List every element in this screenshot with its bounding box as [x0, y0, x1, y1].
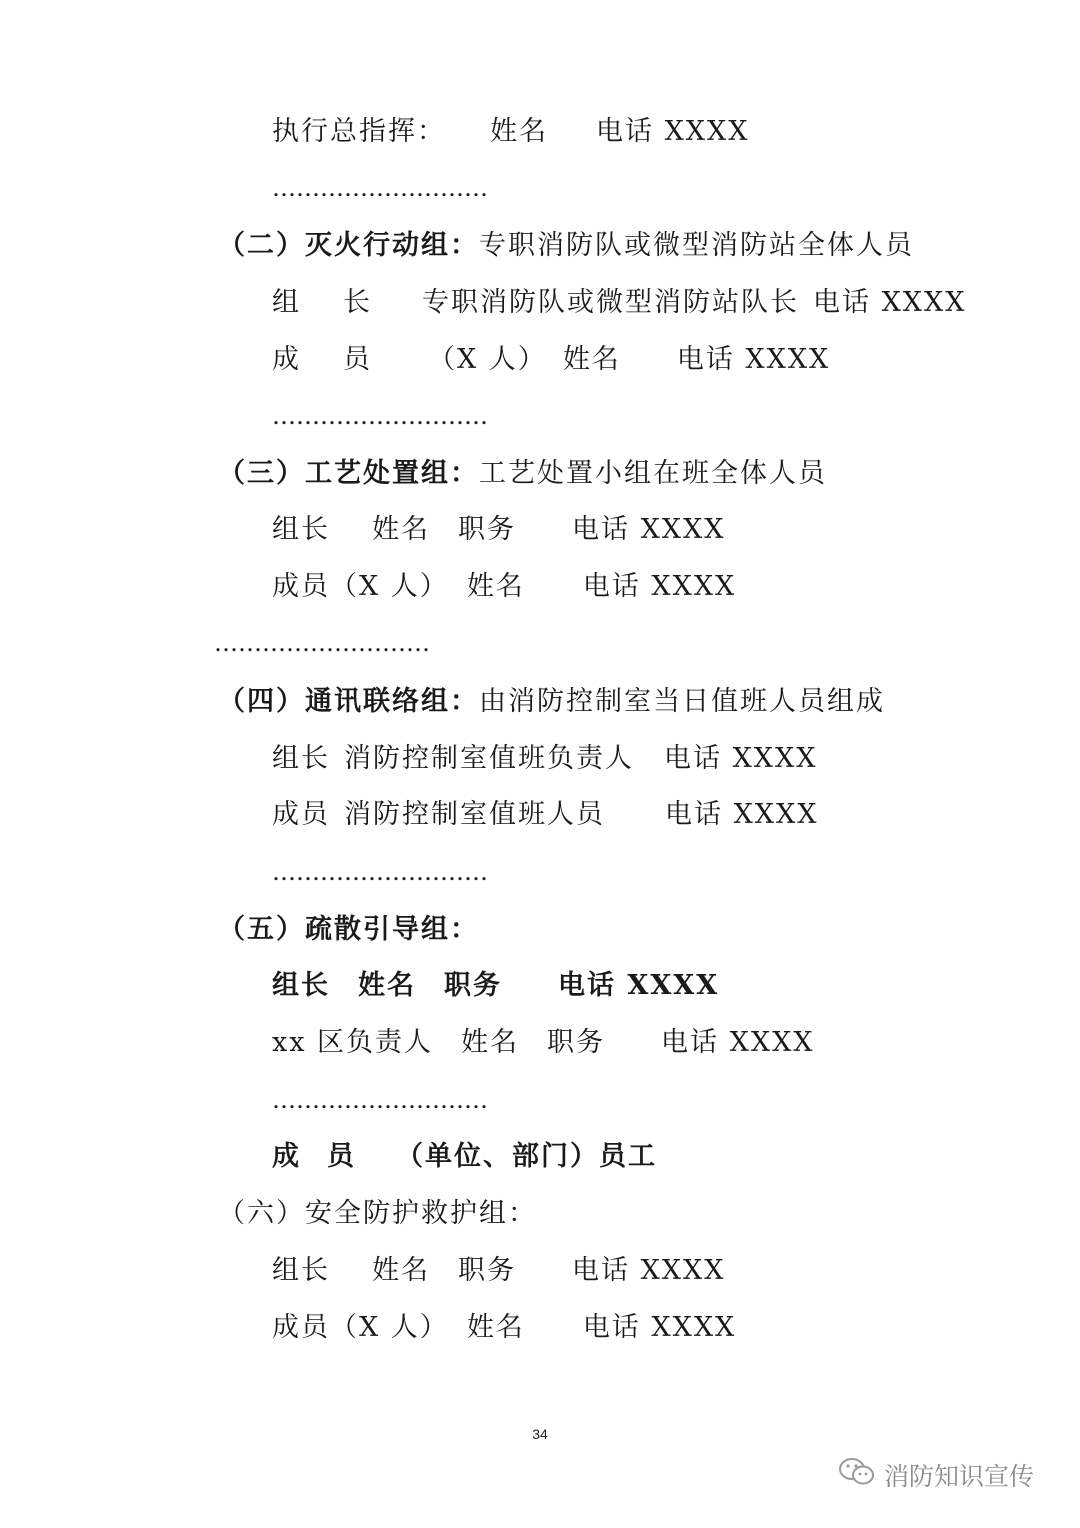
- line-area-leader: xx 区负责人 姓名 职务 电话 XXXX: [272, 1027, 815, 1058]
- ellipsis-line: ………………………: [272, 1086, 488, 1114]
- ellipsis-line: ………………………: [272, 174, 488, 202]
- section-heading-process: （三）工艺处置组：工艺处置小组在班全体人员: [218, 458, 827, 489]
- ellipsis-line: ………………………: [214, 629, 430, 657]
- line-members: 成员 消防控制室值班人员 电话 XXXX: [272, 799, 819, 830]
- watermark: [838, 1456, 1034, 1494]
- line-leader-bold: 组长 姓名 职务 电话 XXXX: [272, 970, 720, 1001]
- line-members: 成员（X 人） 姓名 电话 XXXX: [272, 1312, 737, 1343]
- ellipsis-line: ………………………: [272, 858, 488, 886]
- wechat-icon: [838, 1456, 884, 1494]
- ellipsis-line: ………………………: [272, 402, 488, 430]
- line-leader: 组长 消防控制室值班负责人 电话 XXXX: [272, 743, 818, 774]
- page-number: 34: [532, 1426, 548, 1442]
- line-members: 成 员 （X 人） 姓名 电话 XXXX: [272, 344, 831, 375]
- line-members: 成员（X 人） 姓名 电话 XXXX: [272, 571, 737, 602]
- line-leader: 组长 姓名 职务 电话 XXXX: [272, 1255, 726, 1286]
- section-heading-fire-action: （二）灭火行动组：专职消防队或微型消防站全体人员: [218, 230, 914, 261]
- line-leader: 组长 姓名 职务 电话 XXXX: [272, 514, 726, 545]
- section-heading-communication: （四）通讯联络组：由消防控制室当日值班人员组成: [218, 686, 885, 717]
- watermark-text: 消防知识宣传: [884, 1462, 1035, 1491]
- section-heading-evacuation: （五）疏散引导组：: [218, 914, 479, 945]
- line-leader: 组 长 专职消防队或微型消防站队长 电话 XXXX: [272, 287, 967, 318]
- line-members-bold: 成 员 （单位、部门）员工: [272, 1141, 657, 1172]
- section-heading-safety-rescue: （六）安全防护救护组：: [218, 1198, 537, 1229]
- line-exec-commander: 执行总指挥： 姓名 电话 XXXX: [272, 116, 750, 147]
